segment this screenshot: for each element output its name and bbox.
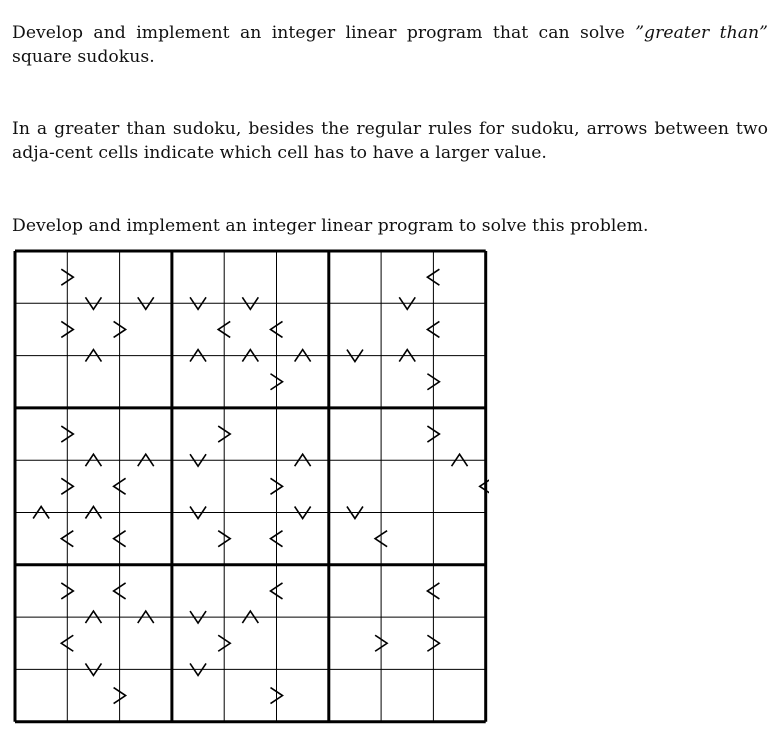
rules-text: In a greater than sudoku, besides the regular rules for sudoku, arrows between two adja-cent cells indicate which cell has to have a larger value.: [12, 119, 768, 164]
intro-text: Develop and implement an integer linear program that can solve: [12, 23, 636, 44]
inequality-signs: [33, 269, 489, 703]
thick-box-lines: [15, 251, 486, 722]
sudoku-board: [13, 249, 489, 725]
intro-paragraph: [12, 21, 768, 69]
task-text: Develop and implement an integer linear program to solve this problem.: [12, 216, 649, 237]
intro-text-end: square sudokus.: [12, 47, 155, 68]
rules-paragraph: [12, 117, 768, 165]
task-paragraph: [12, 214, 768, 238]
thin-grid-lines: [15, 251, 486, 722]
emphasis-greater-than: ”greater than”: [635, 23, 768, 44]
